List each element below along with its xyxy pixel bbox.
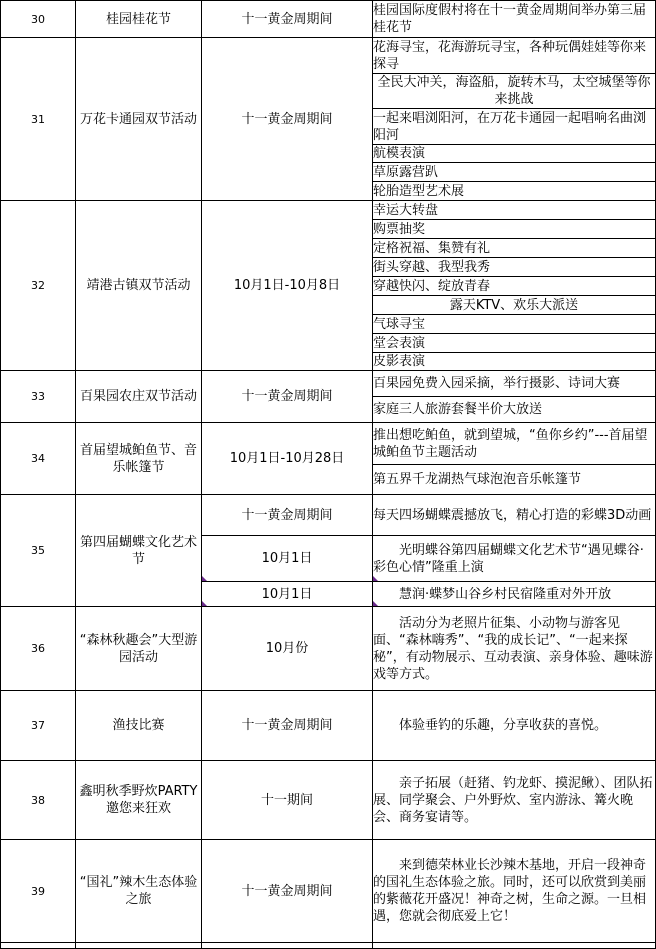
event-name: 第四届蝴蝶文化艺术节 — [76, 495, 202, 607]
event-desc: 轮胎造型艺术展 — [373, 182, 656, 201]
event-desc: 一起来唱浏阳河，在万花卡通园一起唱响名曲浏阳河 — [373, 109, 656, 145]
table-row — [1, 371, 656, 397]
event-desc: 家庭三人旅游套餐半价大放送 — [373, 397, 656, 423]
event-name: 渔技比赛 — [76, 691, 202, 761]
event-desc: 购票抽奖 — [373, 220, 656, 239]
event-time: 十一黄金周期间 — [202, 691, 373, 761]
event-time: 10月1日-10月28日 — [202, 423, 373, 495]
event-desc: 活动分为老照片征集、小动物与游客见面、“森林嗨秀”、“我的成长记”、“一起来探秘”，有动物展示、互动表演、亲身体验、趣味游戏等方式。 — [373, 607, 656, 691]
event-time: 10月份 — [202, 607, 373, 691]
row-number: 30 — [1, 1, 76, 38]
event-desc: 露天KTV、欢乐大派送 — [373, 296, 656, 315]
event-time: 10月1日-10月8日 — [202, 201, 373, 371]
table-row — [1, 1, 656, 38]
comment-marker — [373, 601, 378, 606]
event-time: 十一黄金周期间 — [202, 840, 373, 943]
event-desc: 来到德荣林业长沙辣木基地，开启一段神奇的国礼生态体验之旅。同时，还可以欣赏到美丽的紫薇花开盛况！神奇之树，生命之源。一旦相遇，您就会彻底爱上它！ — [373, 840, 656, 943]
event-desc: 航模表演 — [373, 145, 656, 163]
row-number: 33 — [1, 371, 76, 423]
table-row — [1, 943, 656, 949]
row-number: 36 — [1, 607, 76, 691]
table-row — [1, 423, 656, 465]
event-desc: 亲子拓展（赶猪、钓龙虾、摸泥鳅）、团队拓展、同学聚会、户外野炊、室内游泳、篝火晚会、商务宴请等。 — [373, 761, 656, 840]
event-desc — [373, 582, 656, 607]
event-time: 十一黄金周期间 — [202, 1, 373, 38]
table-row — [1, 761, 656, 840]
row-number: 35 — [1, 495, 76, 607]
event-desc: 幸运大转盘 — [373, 201, 656, 220]
event-name: “国礼”辣木生态体验之旅 — [76, 840, 202, 943]
comment-marker — [202, 601, 207, 606]
event-desc: 全民大冲关，海盗船，旋转木马，太空城堡等你来挑战 — [373, 74, 656, 109]
event-desc: 街头穿越、我型我秀 — [373, 258, 656, 277]
event-desc: 推出想吃鲌鱼，就到望城，“鱼你乡约”---首届望城鲌鱼节主题活动 — [373, 423, 656, 465]
event-name: “森林秋趣会”大型游园活动 — [76, 607, 202, 691]
event-desc — [373, 536, 656, 582]
row-number: 32 — [1, 201, 76, 371]
event-desc: 第五界千龙湖热气球泡泡音乐帐篷节 — [373, 465, 656, 495]
event-time: 十一黄金周期间 — [202, 495, 373, 536]
event-desc-text: 慧润·蝶梦山谷乡村民宿隆重对外开放 — [399, 586, 612, 602]
event-desc: 定格祝福、集赞有礼 — [373, 239, 656, 258]
event-time-text: 10月1日 — [261, 551, 313, 566]
event-desc: 百果园免费入园采摘，举行摄影、诗词大赛 — [373, 371, 656, 397]
comment-marker — [202, 576, 207, 581]
table-row — [1, 495, 656, 536]
event-name: 首届望城鲌鱼节、音乐帐篷节 — [76, 423, 202, 495]
row-number: 31 — [1, 38, 76, 201]
table-row — [1, 38, 656, 74]
row-number: 37 — [1, 691, 76, 761]
table-row — [1, 201, 656, 220]
event-name: 百果园农庄双节活动 — [76, 371, 202, 423]
event-time-text: 10月1日 — [261, 586, 313, 602]
event-desc: 体验垂钓的乐趣，分享收获的喜悦。 — [373, 691, 656, 761]
event-desc: 堂会表演 — [373, 334, 656, 353]
event-name: 桂园桂花节 — [76, 1, 202, 38]
event-time: 十一期间 — [202, 761, 373, 840]
event-time: 十一黄金周期间 — [202, 38, 373, 201]
event-desc: 花海寻宝，花海游玩寻宝，各种玩偶娃娃等你来探寻 — [373, 38, 656, 74]
event-desc: 每天四场蝴蝶震撼放飞，精心打造的彩蝶3D动画 — [373, 495, 656, 536]
event-time — [202, 536, 373, 582]
event-desc: 气球寻宝 — [373, 315, 656, 334]
event-desc-text: 光明蝶谷第四届蝴蝶文化艺术节“遇见蝶谷·彩色心情”隆重上演 — [373, 542, 644, 575]
comment-marker — [373, 576, 378, 581]
row-number: 39 — [1, 840, 76, 943]
event-name: 万花卡通园双节活动 — [76, 38, 202, 201]
row-number: 34 — [1, 423, 76, 495]
event-name: 靖港古镇双节活动 — [76, 201, 202, 371]
event-time — [202, 582, 373, 607]
table-row — [1, 607, 656, 691]
row-number: 38 — [1, 761, 76, 840]
event-desc: 草原露营趴 — [373, 163, 656, 182]
table-row — [1, 691, 656, 761]
table-row — [1, 840, 656, 943]
event-name: 鑫明秋季野炊PARTY邀您来狂欢 — [76, 761, 202, 840]
event-desc: 穿越快闪、绽放青春 — [373, 277, 656, 296]
event-desc: 桂园国际度假村将在十一黄金周期间举办第三届桂花节 — [373, 1, 656, 38]
event-desc: 皮影表演 — [373, 353, 656, 371]
event-time: 十一黄金周期间 — [202, 371, 373, 423]
